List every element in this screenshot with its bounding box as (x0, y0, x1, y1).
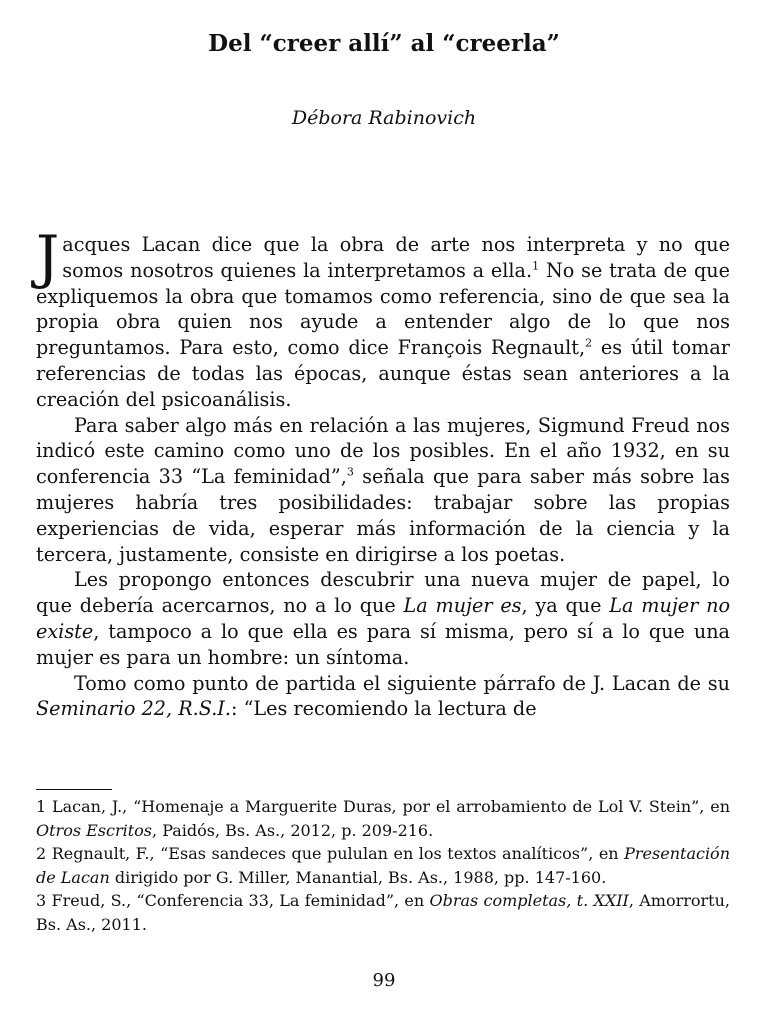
footnote-ref-2: 2 (585, 336, 593, 350)
paragraph-4: Tomo como punto de partida el siguiente párrafo de J. Lacan de su Seminario 22, R.S.I.: “Les recomiendo la lectura de (36, 671, 730, 721)
footnote-3: 3 Freud, S., “Conferencia 33, La feminidad”, en Obras completas, t. XXII, Amorrortu, Bs. As., 2011. (36, 891, 731, 934)
paragraph-1: Jacques Lacan dice que la obra de arte nos interpreta y no que somos nosotros quienes la interpretamos a ella.$^1$ No se trata de que expliquemos la obra que tomamos como referencia, sino de que sea la propia obra quien nos ayude a entender algo de lo que nos preguntamos. Para esto, como dice François Regnault,$^2$ es útil tomar referencias de todas las épocas, aunque éstas sean anteriores a la creación del psicoanálisis. (36, 223, 730, 411)
paragraph-3: Les propongo entonces descubrir una nueva mujer de papel, lo que debería acercarnos, no a lo que La mujer es, ya que La mujer no existe, tampoco a lo que ella es para sí misma, pero sí a lo que una mujer es para un hombre: un síntoma. (36, 568, 731, 669)
italic-phrase: La mujer es (403, 594, 522, 618)
italic-phrase: La mujer no existe (36, 594, 731, 643)
drop-cap: J (36, 223, 60, 291)
footnote-divider (36, 789, 112, 790)
footnote-ref-3: 3 (346, 465, 354, 479)
footnote-2: 2 Regnault, F., “Esas sandeces que pululan en los textos analíticos”, en Presentación de Lacan dirigido por G. Miller, Manantial, Bs. As., 1988, pp. 147-160. (36, 844, 730, 887)
footnote-1: 1 Lacan, J., “Homenaje a Marguerite Duras, por el arrobamiento de Lol V. Stein”, en Otros Escritos, Paidós, Bs. As., 2012, p. 209-216. (36, 797, 730, 840)
page-number: 99 (372, 970, 396, 991)
body-text (36, 223, 731, 722)
footnotes (36, 795, 730, 936)
author-name: Débora Rabinovich (291, 107, 477, 129)
paragraph-2: Para saber algo más en relación a las mujeres, Sigmund Freud nos indicó este camino como uno de los posibles. En el año 1932, en su conferencia 33 “La feminidad”,$^3$ señala que para saber más sobre las mujeres habría tres posibilidades: trabajar sobre las propias experiencias de vida, esperar más información de la ciencia y la tercera, justamente, consiste en dirigirse a los poetas. (36, 413, 730, 566)
footnote-ref-1: 1 (532, 259, 540, 273)
italic-phrase: Seminario 22, R.S.I. (36, 697, 231, 721)
chapter-title: Del “creer allí” al “creerla” (208, 30, 560, 57)
